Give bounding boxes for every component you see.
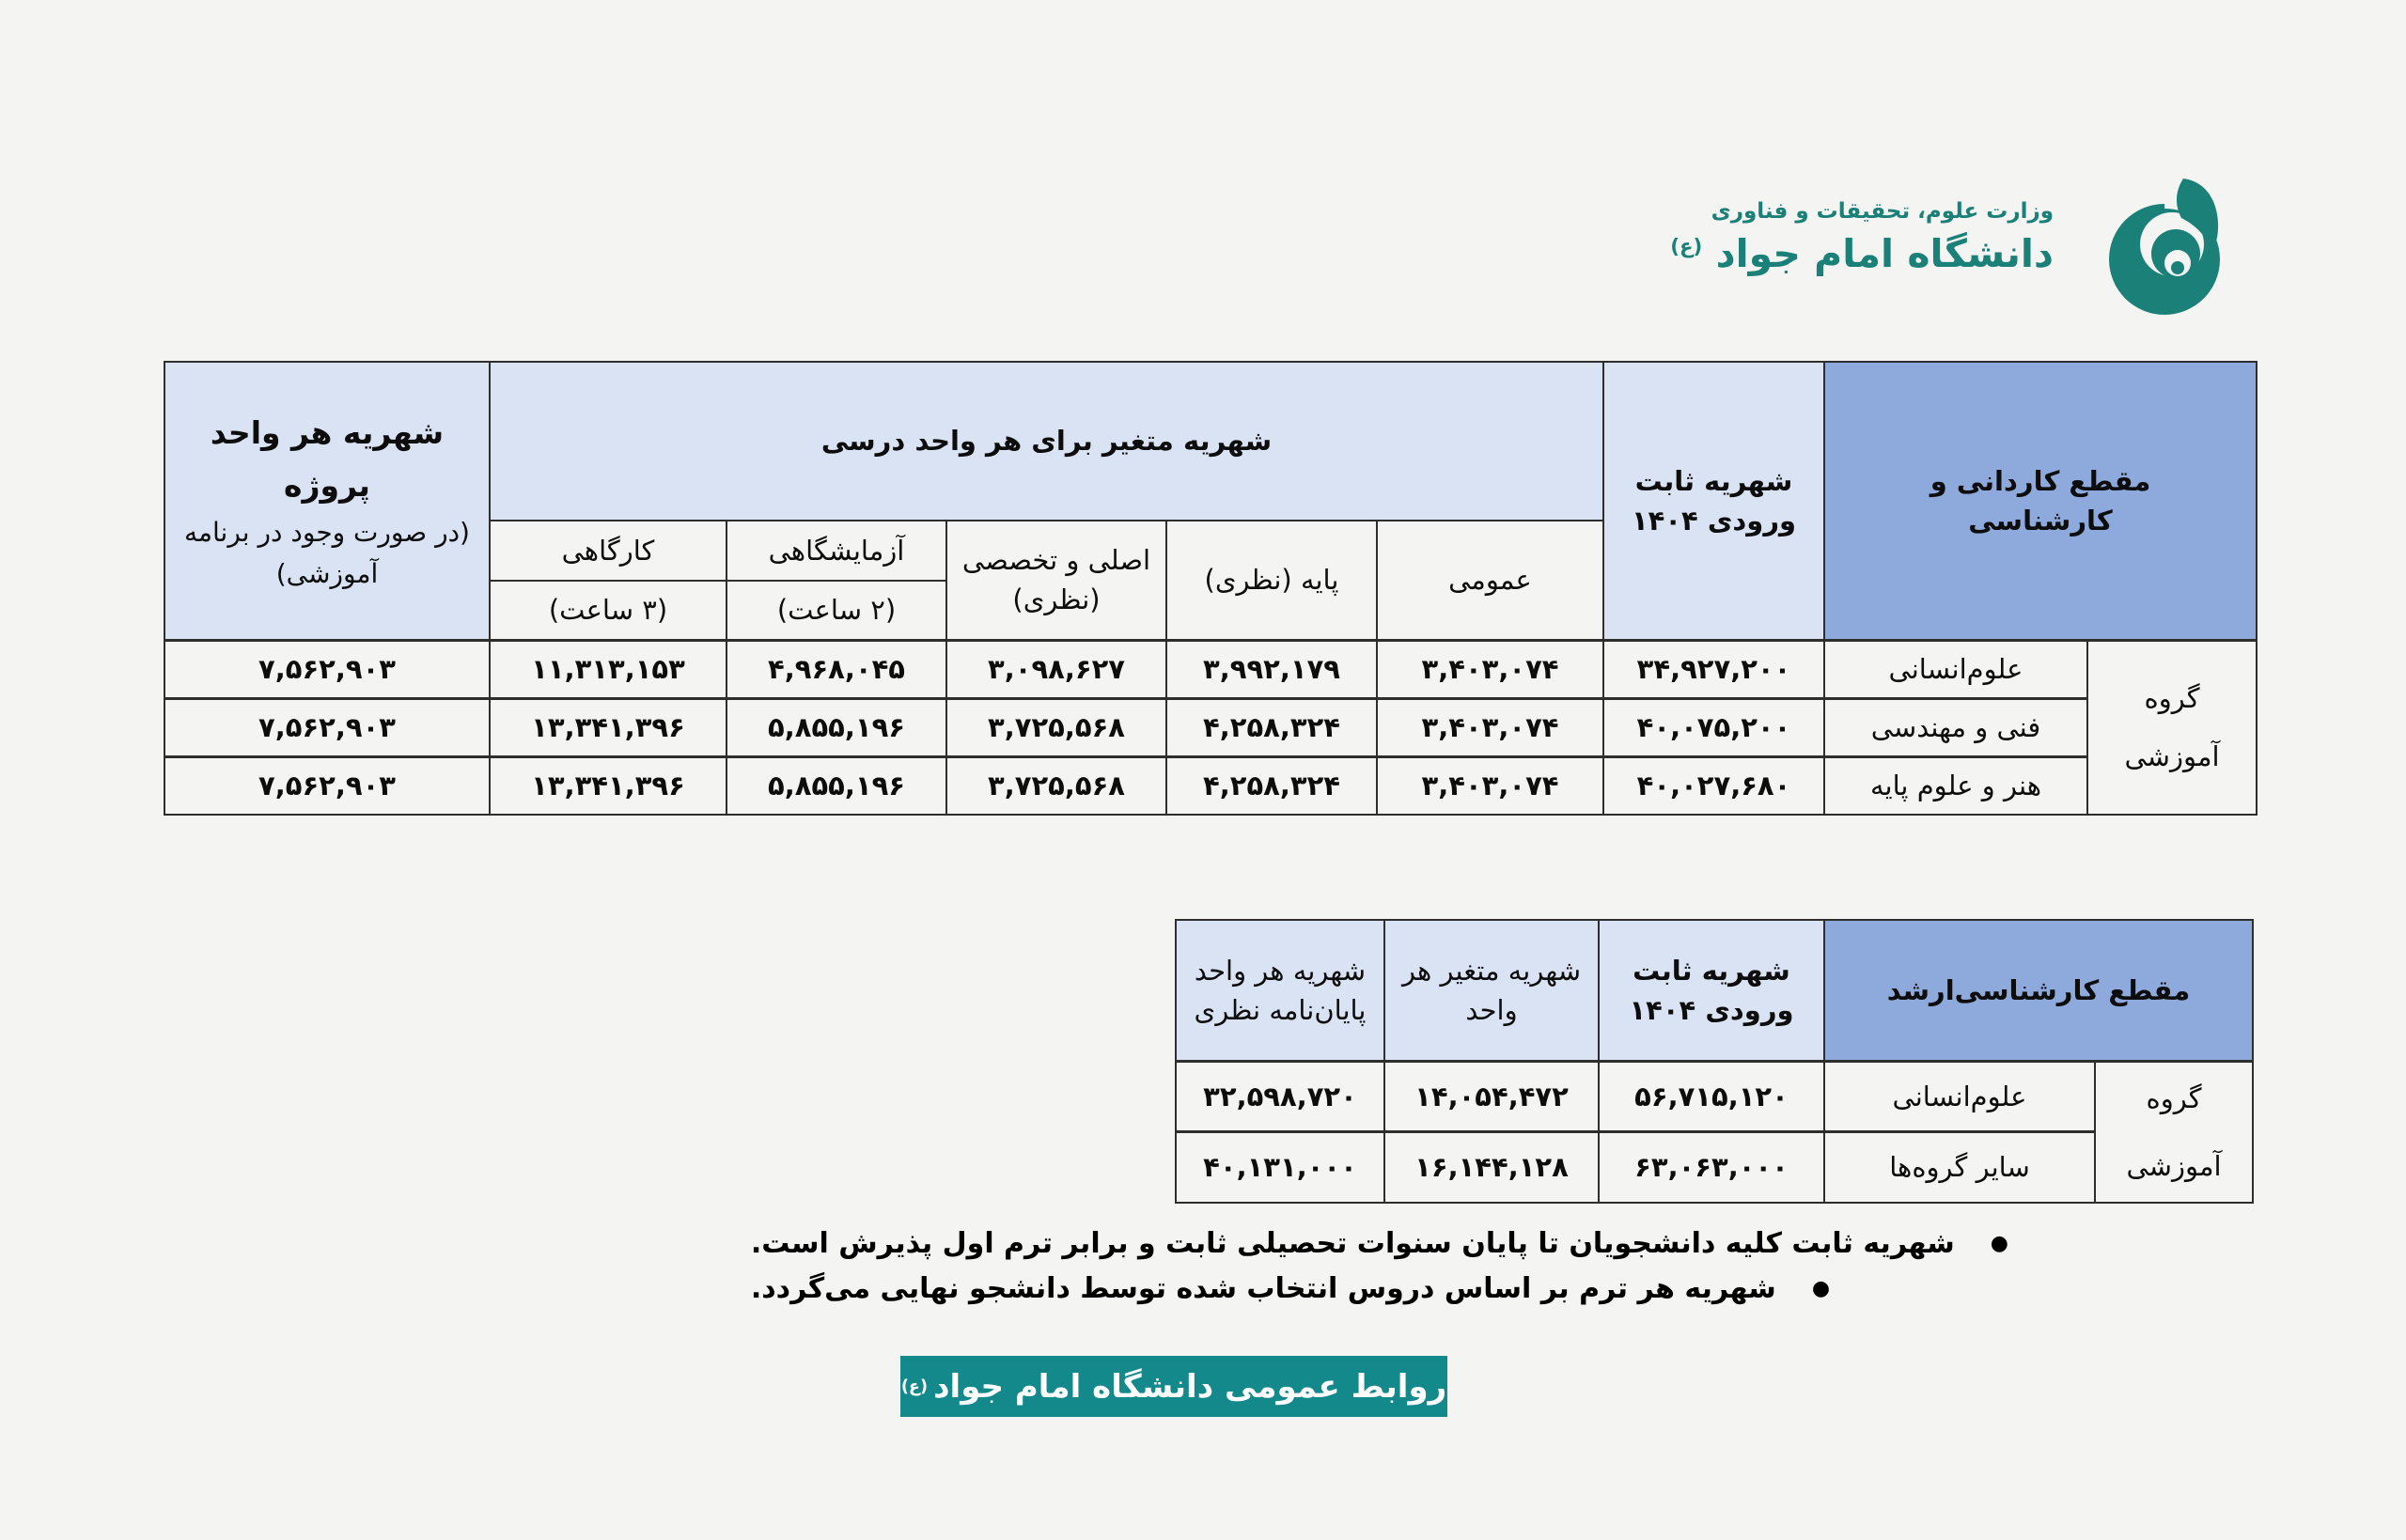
col-general: عمومی xyxy=(1377,521,1603,640)
note-line xyxy=(751,1221,2008,1267)
fee-cell: ۵,۸۵۵,۱۹۶ xyxy=(726,698,946,756)
fee-cell: ۳,۷۲۵,۵۶۸ xyxy=(946,756,1166,815)
university-logo-icon xyxy=(2099,177,2243,318)
fee-cell: ۳,۴۰۳,۰۷۴ xyxy=(1377,640,1603,698)
banner-text: روابط عمومی دانشگاه امام جواد xyxy=(933,1367,1447,1406)
university-name-text: دانشگاه امام جواد xyxy=(1715,231,2054,276)
col-lab-hours: (۲ ساعت) xyxy=(726,581,946,640)
masters-level-header: مقطع کارشناسی‌ارشد xyxy=(1824,920,2253,1061)
col-workshop: کارگاهی xyxy=(490,521,726,581)
fee-cell: ۵,۸۵۵,۱۹۶ xyxy=(726,756,946,815)
col-core: اصلی و تخصصی (نظری) xyxy=(946,521,1166,640)
fee-cell: ۱۳,۳۴۱,۳۹۶ xyxy=(490,756,726,815)
table-row xyxy=(164,640,2257,698)
masters-variable-header: شهریه متغیر هر واحد xyxy=(1384,920,1599,1061)
variable-fee-header: شهریه متغیر برای هر واحد درسی xyxy=(490,362,1603,521)
fee-cell: ۴۰,۱۳۱,۰۰۰ xyxy=(1176,1131,1384,1202)
fee-cell: ۳۲,۵۹۸,۷۲۰ xyxy=(1176,1061,1384,1131)
bullet-icon: ● xyxy=(1990,1232,2008,1255)
fee-cell: ۵۶,۷۱۵,۱۲۰ xyxy=(1599,1061,1824,1131)
undergrad-fee-table xyxy=(164,361,2258,816)
fee-cell: ۱۳,۳۴۱,۳۹۶ xyxy=(490,698,726,756)
table-row xyxy=(1176,1061,2253,1131)
banner-honorific: (ع) xyxy=(900,1377,929,1396)
fee-cell: ۳,۹۹۲,۱۷۹ xyxy=(1166,640,1377,698)
fee-cell: ۶۳,۰۶۳,۰۰۰ xyxy=(1599,1131,1824,1202)
note-text: شهریه هر ترم بر اساس دروس انتخاب شده توسط دانشجو نهایی می‌گردد. xyxy=(750,1272,1776,1305)
row-name: فنی و مهندسی xyxy=(1824,698,2087,756)
project-fee-header: شهریه هر واحد پروژه (در صورت وجود در برنامه آموزشی) xyxy=(164,362,490,640)
masters-thesis-header: شهریه هر واحد پایان‌نامه نظری xyxy=(1176,920,1384,1061)
col-basic: پایه (نظری) xyxy=(1166,521,1377,640)
masters-fixed-header: شهریه ثابت ورودی ۱۴۰۴ xyxy=(1599,920,1824,1061)
university-name xyxy=(1670,231,2054,276)
fee-cell: ۷,۵۶۲,۹۰۳ xyxy=(164,698,490,756)
fixed-fee-header: شهریه ثابت ورودی ۱۴۰۴ xyxy=(1603,362,1824,640)
group-label-cell: گروه آموزشی xyxy=(2095,1061,2253,1203)
fee-cell: ۴,۲۵۸,۳۲۴ xyxy=(1166,698,1377,756)
note-line xyxy=(751,1267,2008,1312)
fee-cell: ۳,۴۰۳,۰۷۴ xyxy=(1377,698,1603,756)
university-honorific: (ع) xyxy=(1670,235,1703,259)
ministry-name: وزارت علوم، تحقیقات و فناوری xyxy=(1711,199,2054,224)
fee-cell: ۴,۹۶۸,۰۴۵ xyxy=(726,640,946,698)
fee-cell: ۳,۰۹۸,۶۲۷ xyxy=(946,640,1166,698)
row-name: علوم‌انسانی xyxy=(1824,1061,2095,1131)
bullet-icon: ● xyxy=(1811,1277,1831,1300)
masters-fee-table xyxy=(1175,919,2254,1204)
note-text: شهریه ثابت کلیه دانشجویان تا پایان سنوات تحصیلی ثابت و برابر ترم اول پذیرش است. xyxy=(750,1227,1955,1260)
logo-text-block xyxy=(1670,199,2054,276)
col-lab: آزمایشگاهی xyxy=(726,521,946,581)
group-label-cell: گروه آموزشی xyxy=(2087,640,2257,815)
fee-cell: ۴,۲۵۸,۳۲۴ xyxy=(1166,756,1377,815)
fee-cell: ۷,۵۶۲,۹۰۳ xyxy=(164,640,490,698)
fee-cell: ۱۱,۳۱۳,۱۵۳ xyxy=(490,640,726,698)
row-name: علوم‌انسانی xyxy=(1824,640,2087,698)
table-row xyxy=(1176,1131,2253,1202)
fee-cell: ۷,۵۶۲,۹۰۳ xyxy=(164,756,490,815)
fee-cell: ۳,۴۰۳,۰۷۴ xyxy=(1377,756,1603,815)
notes-block xyxy=(751,1221,2008,1312)
table-row xyxy=(164,698,2257,756)
row-name: هنر و علوم پایه xyxy=(1824,756,2087,815)
fee-cell: ۱۶,۱۴۴,۱۲۸ xyxy=(1384,1131,1599,1202)
fee-cell: ۴۰,۰۷۵,۲۰۰ xyxy=(1603,698,1824,756)
col-workshop-hours: (۳ ساعت) xyxy=(490,581,726,640)
fee-cell: ۱۴,۰۵۴,۴۷۲ xyxy=(1384,1061,1599,1131)
table-row xyxy=(164,756,2257,815)
public-relations-banner xyxy=(900,1356,1447,1417)
fee-cell: ۳۴,۹۲۷,۲۰۰ xyxy=(1603,640,1824,698)
fee-cell: ۳,۷۲۵,۵۶۸ xyxy=(946,698,1166,756)
undergrad-level-header: مقطع کاردانی و کارشناسی xyxy=(1824,362,2257,640)
row-name: سایر گروه‌ها xyxy=(1824,1131,2095,1202)
fee-cell: ۴۰,۰۲۷,۶۸۰ xyxy=(1603,756,1824,815)
